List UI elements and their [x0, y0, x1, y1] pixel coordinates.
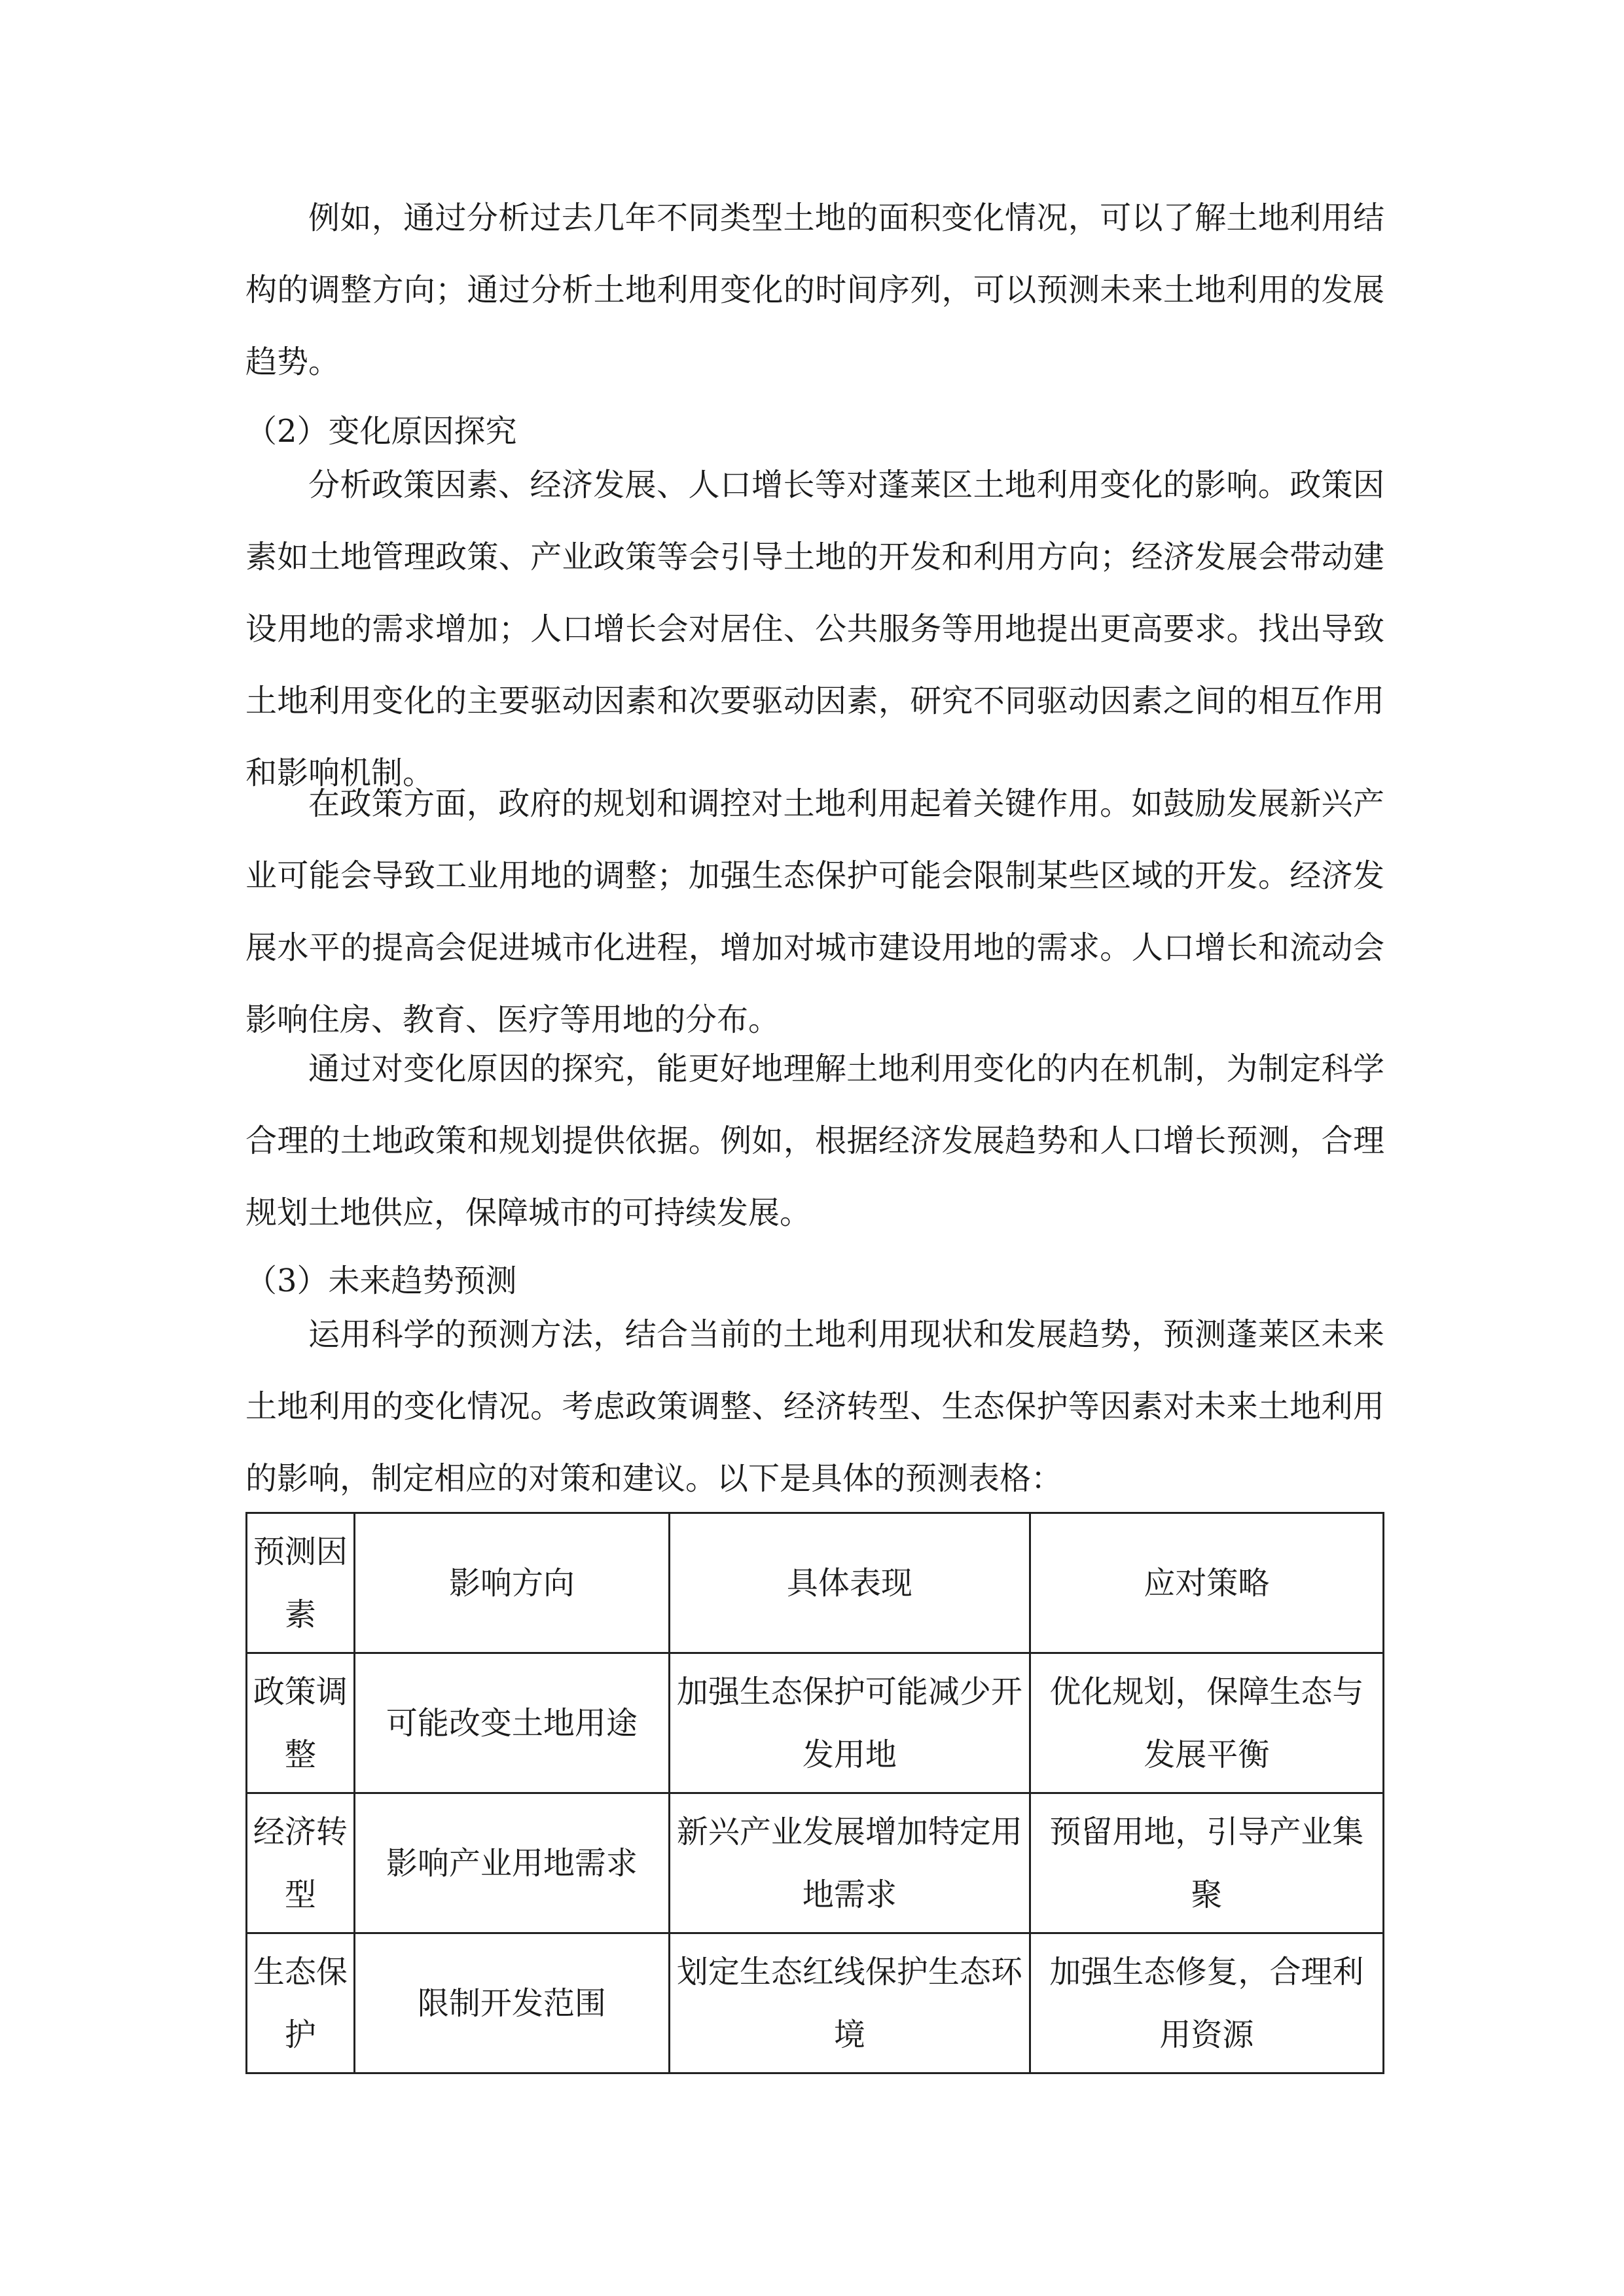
forecast-table	[245, 1512, 1384, 2074]
heading-change-causes: （2）变化原因探究	[245, 413, 517, 450]
table-cell: 可能改变土地用途	[354, 1653, 669, 1793]
table-cell: 经济转型	[247, 1793, 355, 1933]
heading-future-trend: （3）未来趋势预测	[245, 1263, 517, 1299]
table-cell: 优化规划，保障生态与发展平衡	[1030, 1653, 1383, 1793]
table-row	[247, 1933, 1384, 2073]
table-header-cell: 应对策略	[1030, 1513, 1383, 1653]
paragraph-mechanism: 通过对变化原因的探究，能更好地理解土地利用变化的内在机制，为制定科学合理的土地政策和规划提供依据。例如，根据经济发展趋势和人口增长预测，合理规划土地供应，保障城市的可持续发展。	[245, 1050, 1384, 1231]
table-cell: 生态保护	[247, 1933, 355, 2073]
paragraph-example: 例如，通过分析过去几年不同类型土地的面积变化情况，可以了解土地利用结构的调整方向；通过分析土地利用变化的时间序列，可以预测未来土地利用的发展趋势。	[245, 200, 1384, 380]
table-header-row	[247, 1513, 1384, 1653]
table-row	[247, 1793, 1384, 1933]
table-header-cell: 预测因素	[247, 1513, 355, 1653]
table-cell: 划定生态红线保护生态环境	[669, 1933, 1030, 2073]
paragraph-forecast-method: 运用科学的预测方法，结合当前的土地利用现状和发展趋势，预测蓬莱区未来土地利用的变化情况。考虑政策调整、经济转型、生态保护等因素对未来土地利用的影响，制定相应的对策和建议。以下是具体的预测表格：	[245, 1316, 1384, 1497]
table-cell: 新兴产业发展增加特定用地需求	[669, 1793, 1030, 1933]
table-cell: 影响产业用地需求	[354, 1793, 669, 1933]
table-cell: 限制开发范围	[354, 1933, 669, 2073]
table-cell: 加强生态修复，合理利用资源	[1030, 1933, 1383, 2073]
table-cell: 政策调整	[247, 1653, 355, 1793]
table-header-cell: 具体表现	[669, 1513, 1030, 1653]
table-cell: 加强生态保护可能减少开发用地	[669, 1653, 1030, 1793]
paragraph-policy-aspect: 在政策方面，政府的规划和调控对土地利用起着关键作用。如鼓励发展新兴产业可能会导致工业用地的调整；加强生态保护可能会限制某些区域的开发。经济发展水平的提高会促进城市化进程，增加对城市建设用地的需求。人口增长和流动会影响住房、教育、医疗等用地的分布。	[245, 785, 1384, 1038]
paragraph-cause-analysis: 分析政策因素、经济发展、人口增长等对蓬莱区土地利用变化的影响。政策因素如土地管理政策、产业政策等会引导土地的开发和利用方向；经济发展会带动建设用地的需求增加；人口增长会对居住、公共服务等用地提出更高要求。找出导致土地利用变化的主要驱动因素和次要驱动因素，研究不同驱动因素之间的相互作用和影响机制。	[245, 467, 1384, 791]
table-row	[247, 1653, 1384, 1793]
table-cell: 预留用地，引导产业集聚	[1030, 1793, 1383, 1933]
table-header-cell: 影响方向	[354, 1513, 669, 1653]
